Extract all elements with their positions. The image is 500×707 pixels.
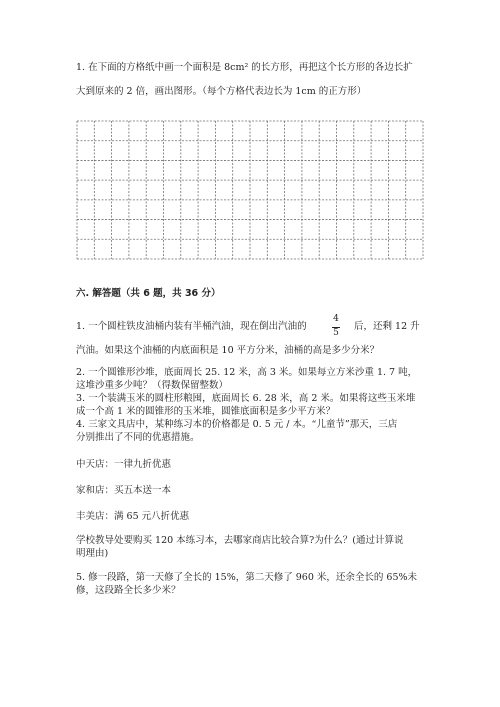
problem2-text-line1: 2. 一个圆锥形沙堆，底面周长 25. 12 米，高 3 米。如果每立方米沙重 1. 7 吨， [76, 367, 418, 378]
problem3-text-line2: 成一个高 1 米的圆锥形的玉米堆，圆锥底面积是多少平方米？ [76, 406, 336, 417]
fraction-denominator: 5 [333, 328, 339, 338]
problem2-text-line2: 这堆沙重多少吨？（得数保留整数） [76, 380, 229, 391]
problem4-text-line2: 分别推出了不同的优惠措施。 [76, 432, 200, 443]
store-jiahe: 家和店：买五本送一本 [76, 485, 172, 496]
problem5-text-line1: 5. 修一段路，第一天修了全长的 15%，第二天修了 960 米，还余全长的 65%未 [76, 572, 418, 583]
store-zhongtian: 中天店：一律九折优惠 [76, 459, 172, 470]
q1-text-line1: 1. 在下面的方格纸中画一个面积是 8cm² 的长方形，再把这个长方形的各边长扩 [76, 62, 413, 73]
q1-text-line2: 大到原来的 2 倍，画出图形。（每个方格代表边长为 1cm 的正方形） [76, 86, 367, 97]
problem3-text-line1: 3. 一个装满玉米的圆柱形粮囤，底面周长 6. 28 米，高 2 米。如果将这些玉米堆 [76, 393, 416, 404]
fraction-numerator: 4 [333, 314, 339, 324]
problem4-question-line1: 学校教导处要购买 120 本练习本，去哪家商店比较合算?为什么？(通过计算说 [76, 535, 404, 546]
problem1-text-line2: 汽油。如果这个油桶的内底面积是 10 平方分米，油桶的高是多少分米？ [76, 345, 380, 356]
grid-paper [76, 120, 424, 260]
problem4-question-line2: 明理由) [76, 548, 109, 559]
problem4-text-line1: 4. 三家文具店中，某种练习本的价格都是 0. 5 元 / 本。“儿童节”那天，三店 [76, 419, 398, 430]
problem5-text-line2: 修，这段路全长多少米？ [76, 585, 181, 596]
problem1-text-before: 1. 一个圆柱铁皮油桶内装有半桶汽油，现在倒出汽油的 [76, 321, 307, 332]
store-fengmei: 丰美店：满 65 元八折优惠 [76, 511, 190, 522]
section-heading: 六. 解答题（共 6 题，共 36 分） [76, 288, 221, 299]
problem1-text-after: 后，还剩 12 升 [354, 321, 420, 332]
